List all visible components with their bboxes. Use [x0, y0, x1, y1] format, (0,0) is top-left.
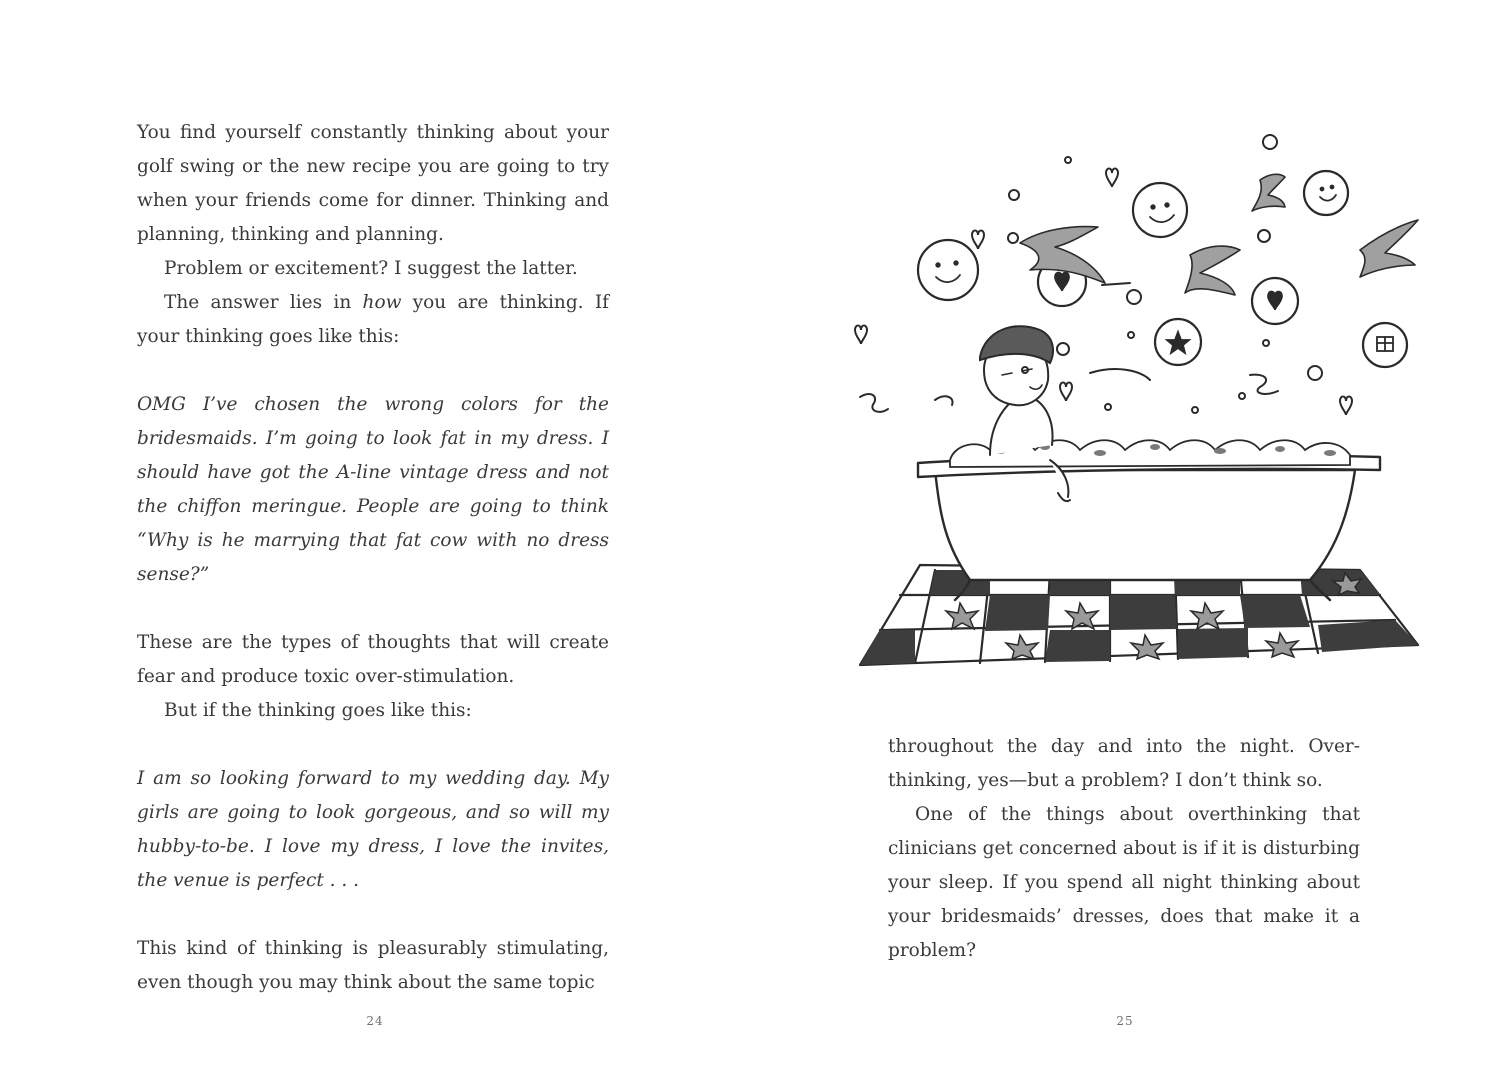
page-number-right: 25 — [1116, 1014, 1134, 1028]
right-page — [750, 0, 1500, 1091]
paragraph-over-thinking: throughout the day and into the night. Over-thinking, yes—but a problem? I don’t think so. — [888, 736, 1360, 791]
page-number-left: 24 — [366, 1014, 384, 1028]
answer-tail: you are thinking. If your thinking goes like this: — [137, 292, 609, 347]
paragraph-clinicians: One of the things about overthinking that clinicians get concerned about is if it is disturbing your sleep. If you spend all night thinking about your bridesmaids’ dresses, does that make it a problem? — [888, 804, 1360, 961]
paragraph-but-if: But if the thinking goes like this: — [164, 700, 472, 721]
paragraph-golf-swing: You find yourself constantly thinking about your golf swing or the new recipe you are going to try when your friends come for dinner. Thinking and planning, thinking and planning. — [137, 122, 609, 245]
quote-positive-thoughts: I am so looking forward to my wedding day. My girls are going to look gorgeous, and so will my hubby-to-be. I love my dress, I love the invites, the venue is perfect . . . — [137, 768, 609, 891]
paragraph-answer — [137, 286, 609, 354]
quote-negative-thoughts: OMG I’ve chosen the wrong colors for the bridesmaids. I’m going to look fat in my dress. I should have got the A-line vintage dress and not the chiffon meringue. People are going to think “Why is he marrying that fat cow with no dress sense?” — [137, 394, 609, 585]
paragraph-problem-or-excitement: Problem or excitement? I suggest the latter. — [164, 258, 578, 279]
answer-lead: The answer lies in — [164, 292, 363, 313]
bath-daydream-illustration-icon — [840, 125, 1430, 685]
left-text-column — [137, 116, 609, 1000]
paragraph-toxic-thoughts: These are the types of thoughts that will create fear and produce toxic over-stimulation. — [137, 632, 609, 687]
paragraph-pleasurable: This kind of thinking is pleasurably stimulating, even though you may think about the same topic — [137, 938, 609, 993]
right-text-column — [888, 730, 1360, 968]
answer-emphasis: how — [362, 292, 402, 313]
